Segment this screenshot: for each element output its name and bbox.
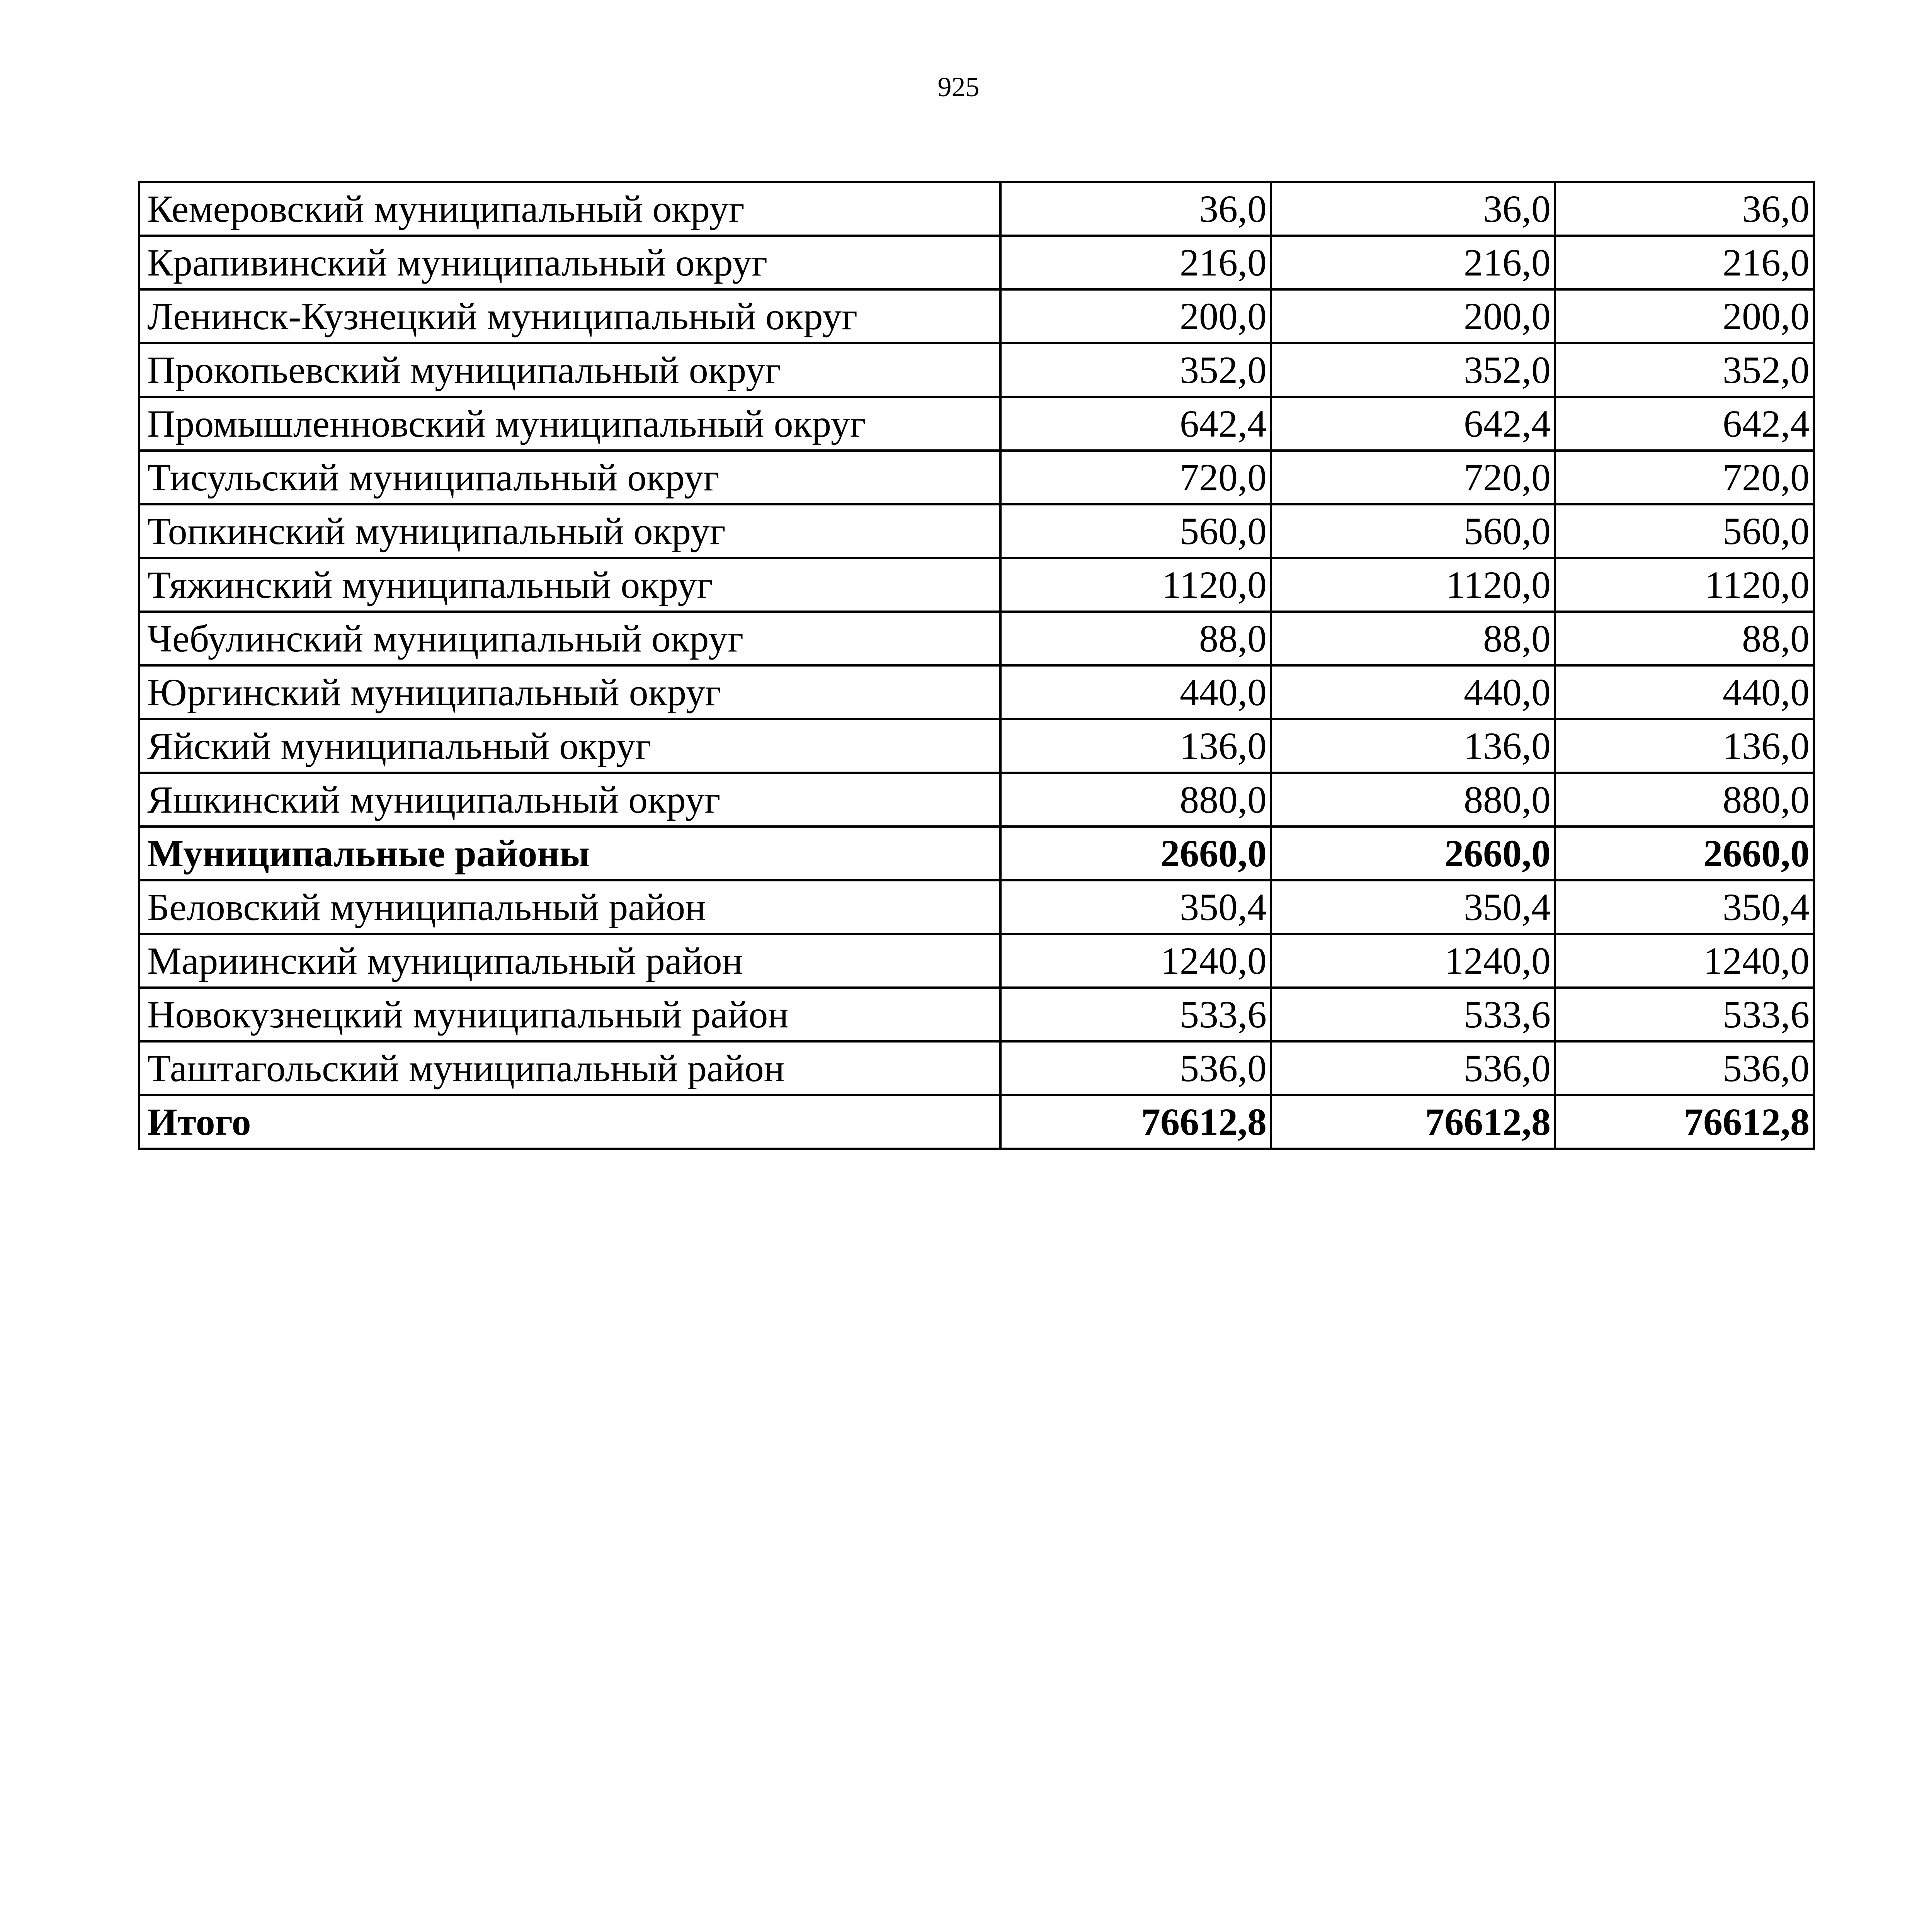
row-value-3-cell: 880,0 (1555, 773, 1814, 827)
row-value-1-cell: 1240,0 (1000, 934, 1271, 988)
row-value-2-cell: 880,0 (1271, 773, 1555, 827)
row-value-1-cell: 2660,0 (1000, 827, 1271, 880)
row-value-1-cell: 880,0 (1000, 773, 1271, 827)
table-row (139, 934, 1814, 988)
row-value-3-cell: 1240,0 (1555, 934, 1814, 988)
row-value-3-cell: 642,4 (1555, 397, 1814, 451)
row-value-1-cell: 350,4 (1000, 880, 1271, 934)
table-row (139, 289, 1814, 343)
row-value-3-cell: 216,0 (1555, 236, 1814, 289)
row-value-2-cell: 2660,0 (1271, 827, 1555, 880)
row-value-3-cell: 88,0 (1555, 612, 1814, 665)
page-number: 925 (937, 71, 980, 102)
table-row (139, 719, 1814, 773)
row-value-3-cell: 36,0 (1555, 182, 1814, 236)
table-row (139, 665, 1814, 719)
row-value-1-cell: 88,0 (1000, 612, 1271, 665)
row-value-3-cell: 560,0 (1555, 504, 1814, 558)
row-value-2-cell: 88,0 (1271, 612, 1555, 665)
table-row (139, 773, 1814, 827)
table-row (139, 182, 1814, 236)
table-row (139, 343, 1814, 397)
row-name-cell: Итого (139, 1095, 1000, 1149)
row-name-cell: Чебулинский муниципальный округ (139, 612, 1000, 665)
row-value-3-cell: 1120,0 (1555, 558, 1814, 612)
row-value-2-cell: 350,4 (1271, 880, 1555, 934)
row-name-cell: Мариинский муниципальный район (139, 934, 1000, 988)
row-name-cell: Топкинский муниципальный округ (139, 504, 1000, 558)
row-value-1-cell: 533,6 (1000, 988, 1271, 1041)
row-value-2-cell: 533,6 (1271, 988, 1555, 1041)
row-value-2-cell: 136,0 (1271, 719, 1555, 773)
row-value-3-cell: 440,0 (1555, 665, 1814, 719)
row-value-1-cell: 136,0 (1000, 719, 1271, 773)
row-value-1-cell: 76612,8 (1000, 1095, 1271, 1149)
row-name-cell: Юргинский муниципальный округ (139, 665, 1000, 719)
row-value-2-cell: 216,0 (1271, 236, 1555, 289)
row-name-cell: Яйский муниципальный округ (139, 719, 1000, 773)
row-name-cell: Прокопьевский муниципальный округ (139, 343, 1000, 397)
row-value-3-cell: 350,4 (1555, 880, 1814, 934)
row-value-3-cell: 200,0 (1555, 289, 1814, 343)
row-value-1-cell: 536,0 (1000, 1041, 1271, 1095)
row-value-2-cell: 560,0 (1271, 504, 1555, 558)
table-body (139, 182, 1814, 1149)
row-name-cell: Крапивинский муниципальный округ (139, 236, 1000, 289)
row-name-cell: Промышленновский муниципальный округ (139, 397, 1000, 451)
row-name-cell: Муниципальные районы (139, 827, 1000, 880)
table-row (139, 236, 1814, 289)
table-row (139, 397, 1814, 451)
row-value-3-cell: 536,0 (1555, 1041, 1814, 1095)
row-name-cell: Яшкинский муниципальный округ (139, 773, 1000, 827)
row-value-2-cell: 200,0 (1271, 289, 1555, 343)
row-name-cell: Тисульский муниципальный округ (139, 451, 1000, 504)
row-value-2-cell: 352,0 (1271, 343, 1555, 397)
data-table (138, 181, 1815, 1150)
row-value-2-cell: 536,0 (1271, 1041, 1555, 1095)
table-row (139, 558, 1814, 612)
row-name-cell: Ленинск-Кузнецкий муниципальный округ (139, 289, 1000, 343)
row-value-3-cell: 136,0 (1555, 719, 1814, 773)
row-name-cell: Кемеровский муниципальный округ (139, 182, 1000, 236)
row-value-2-cell: 76612,8 (1271, 1095, 1555, 1149)
row-value-3-cell: 533,6 (1555, 988, 1814, 1041)
row-value-2-cell: 1120,0 (1271, 558, 1555, 612)
table-row (139, 451, 1814, 504)
row-value-1-cell: 352,0 (1000, 343, 1271, 397)
row-value-2-cell: 36,0 (1271, 182, 1555, 236)
row-name-cell: Таштагольский муниципальный район (139, 1041, 1000, 1095)
table-row (139, 612, 1814, 665)
row-value-2-cell: 720,0 (1271, 451, 1555, 504)
row-value-2-cell: 642,4 (1271, 397, 1555, 451)
row-value-2-cell: 440,0 (1271, 665, 1555, 719)
row-value-1-cell: 560,0 (1000, 504, 1271, 558)
row-name-cell: Тяжинский муниципальный округ (139, 558, 1000, 612)
row-value-1-cell: 440,0 (1000, 665, 1271, 719)
row-value-2-cell: 1240,0 (1271, 934, 1555, 988)
table-row (139, 988, 1814, 1041)
table-row (139, 1095, 1814, 1149)
table-row (139, 1041, 1814, 1095)
row-name-cell: Беловский муниципальный район (139, 880, 1000, 934)
row-value-1-cell: 216,0 (1000, 236, 1271, 289)
row-value-3-cell: 352,0 (1555, 343, 1814, 397)
table-row (139, 827, 1814, 880)
row-value-1-cell: 642,4 (1000, 397, 1271, 451)
row-value-1-cell: 720,0 (1000, 451, 1271, 504)
row-value-3-cell: 76612,8 (1555, 1095, 1814, 1149)
table-row (139, 504, 1814, 558)
row-value-1-cell: 200,0 (1000, 289, 1271, 343)
row-value-1-cell: 36,0 (1000, 182, 1271, 236)
row-name-cell: Новокузнецкий муниципальный район (139, 988, 1000, 1041)
row-value-3-cell: 720,0 (1555, 451, 1814, 504)
table-row (139, 880, 1814, 934)
row-value-1-cell: 1120,0 (1000, 558, 1271, 612)
row-value-3-cell: 2660,0 (1555, 827, 1814, 880)
